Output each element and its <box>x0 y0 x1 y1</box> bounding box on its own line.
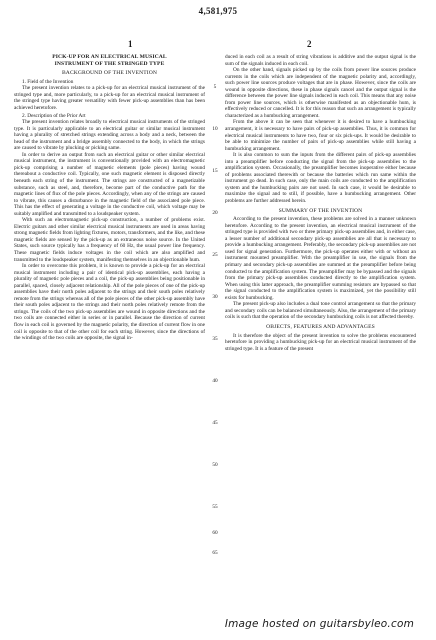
line-number: 45 <box>212 420 218 426</box>
continuation-paragraph: duced in each coil as a result of string vibrations is additive and the output signal is the sum of the signals induced in each coil. <box>225 54 416 67</box>
line-number: 35 <box>212 336 218 342</box>
line-number: 50 <box>212 462 218 468</box>
patent-number: 4,581,975 <box>198 6 238 16</box>
prior-art-paragraph-1: The present invention relates broadly to electrical musical instruments of the stringed type. It is particularly applicable to an electrical guitar or similar musical instrument having a plurality of stretched strings extending across a body and a neck, between the head of the instrument and a bridge assembly connected to the body, in which the strings are caused to vibrate by plucking or picking same. <box>14 119 205 152</box>
prior-art-paragraph-3: With such an electromagnetic pick-up construction, a number of problems exist. Electric guitars and other similar electrical musical instruments are used in areas having strong magnetic fields from lighting fixtures, motors, transformers, and the like, and these magnetic fields are sensed by the pick-up as an extraneous noise source. In the United States, such source typically has a frequency of 60 Hz, the usual power line frequency. These magnetic fields induce voltages in the coil which are also amplified and transmitted to the loudspeaker system, manifesting themselves in an objectionable hum. <box>14 217 205 263</box>
line-number: 15 <box>212 168 218 174</box>
prior-art-paragraph-4: In order to overcome this problem, it is known to provide a pick-up for an electrical musical instrument including a pair of identical pick-up assemblies, each having a plurality of magnetic pole pieces and a coil, the pick-up assemblies being positionable in parallel, spaced, closely adjacent relationship. All of the pole pieces of one of the pick-up assemblies have their north poles adjacent to the strings and their south poles relatively remote from the strings whereas all of the pole pieces of the other pick-up assembly have their south poles adjacent to the strings and their north poles relatively remote from the strings. The coils of the two pick-up assemblies are wound in opposite directions and the two coils are connected either in series or in parallel. Because the direction of current flow in each coil is governed by the magnetic polarity, the direction of current flow in one coil is opposite to that of the other coil for each string. However, since the directions of the windings of the two coils are opposite, the signal in- <box>14 263 205 342</box>
left-column-number: 1 <box>128 39 133 49</box>
field-paragraph: The present invention relates to a pick-up for an electrical musical instrument of the stringed type and, more particularly, to a pick-up for an electrical musical instrument of the stringed type having greater versatility with fewer pick-up assemblies than has been achieved heretofore. <box>14 85 205 111</box>
patent-title <box>14 54 205 67</box>
summary-paragraph-1: According to the present invention, these problems are solved in a manner unknown heretofore. According to the present invention, an electrical musical instrument of the stringed type is provided with two or three primary pick-up assemblies and, in either case, a lesser number of additional secondary pick-up assemblies are all that is necessary to provide a humbucking arrangement. Preferably, the secondary pick-up assemblies are not used for signal generation. Furthermore, the pick-up operates either with or without an instrument mounted preamplifier. With the preamplifier in use, the signals from the primary and secondary pick-up assemblies are summed at the preamplifier before being conducted to the amplification system. The preamplifier may be bypassed and the signals from the primary pick-up assemblies conducted directly to the amplification system. When using this latter approach, the preamplifier summing resistors are bypassed so that the signal conducted to the amplification system is maximized, yet the possibility still exists for humbucking. <box>225 216 416 301</box>
line-number: 60 <box>212 530 218 536</box>
watermark: Image hosted on guitarsbyleo.com <box>224 618 414 630</box>
line-number: 25 <box>212 252 218 258</box>
summary-paragraph-2: The present pick-up also includes a dual tone control arrangement so that the primary and secondary coils can be balanced simultaneously. Also, the arrangement of the primary coils is such that the operation of the secondary humbucking coils is not affected thereby. <box>225 301 416 321</box>
patent-title-line-2: INSTRUMENT OF THE STRINGED TYPE <box>54 60 165 67</box>
background-heading: BACKGROUND OF THE INVENTION <box>61 70 158 77</box>
line-number: 30 <box>212 294 218 300</box>
line-number: 40 <box>212 378 218 384</box>
line-number: 65 <box>212 550 218 556</box>
line-number: 10 <box>212 126 218 132</box>
body-paragraph-4: It is also common to sum the inputs from the different pairs of pick-up assemblies into a preamplifier before conducting the signal from the pick-up assemblies to the amplification system. Occasionally, the preamplifier becomes inoperative either because of problems associated therewith or because the batteries which run same within the instrument go dead. In such case, only the main coils are conducted to the amplification system and the humbucking pairs are not used. In such case, it would be desirable to maximize the signal and to still, if possible, have a humbucking arrangement. Other problems are further addressed herein. <box>225 152 416 205</box>
field-heading: 1. Field of the Invention <box>22 78 74 85</box>
body-paragraph-2: On the other hand, signals picked up by the coils from power line sources produce currents in the coils which are independent of the magnetic polarity and, accordingly, such power line sources produce voltages that are in phase. However, since the coils are wound in opposite directions, these in phase signals cancel and the output signal is the difference between the power line signals induced in each coil. This means that any noise from power line sources, which is otherwise manifested as an objectionable hum, is effectively reduced or cancelled. It is for this reason that such an arrangement is typically characterized as a humbucking arrangement. <box>225 67 416 119</box>
objects-paragraph: It is therefore the object of the present invention to solve the problems encountered heretofore in providing a humbucking pick-up for an electrical musical instrument of the stringed type. It is a feature of the present <box>225 332 416 352</box>
line-number-gutter <box>207 54 223 554</box>
objects-heading: OBJECTS, FEATURES AND ADVANTAGES <box>266 323 375 330</box>
prior-art-paragraph-2: In order to derive an output from such an electrical guitar or other similar electrical musical instrument, the instrument is conventionally provided with an electromagnetic pick-up comprising a number of magnetic elements (pole pieces) having wound thereabout a conductive coil. Typically, one such magnetic element is disposed directly beneath each string of the instrument. The strings are constructed of a magnetizable substance, such as steel, and, therefore, become part of the conductive path for the magnetic lines of flux of the pole pieces. Accordingly, when any of the strings are caused to vibrate, this causes a disturbance in the magnetic field of the associated pole piece. This has the effect of generating a voltage in the conductive coil, which voltage may be suitably amplified and transmitted to a loudspeaker system. <box>14 151 205 217</box>
line-number: 55 <box>212 504 218 510</box>
right-text-column <box>225 54 416 352</box>
summary-heading: SUMMARY OF THE INVENTION <box>278 207 363 214</box>
patent-title-line-1: PICK-UP FOR AN ELECTRICAL MUSICAL <box>52 54 167 60</box>
line-number: 20 <box>212 210 218 216</box>
right-column-number: 2 <box>307 39 312 49</box>
left-text-column <box>14 54 205 342</box>
prior-art-heading: 2. Description of the Prior Art <box>22 112 86 119</box>
line-number: 5 <box>213 84 217 90</box>
body-paragraph-3: From the above it can be seen that whenever it is desired to have a humbucking arrangement, it is necessary to have pairs of pick-up assemblies. Thus, it is common for electrical musical instruments to have two, four or six pick-ups. It would be desirable to be able to minimize the number of pairs of pick-up assemblies while still having a humbucking arrangement. <box>225 119 416 152</box>
